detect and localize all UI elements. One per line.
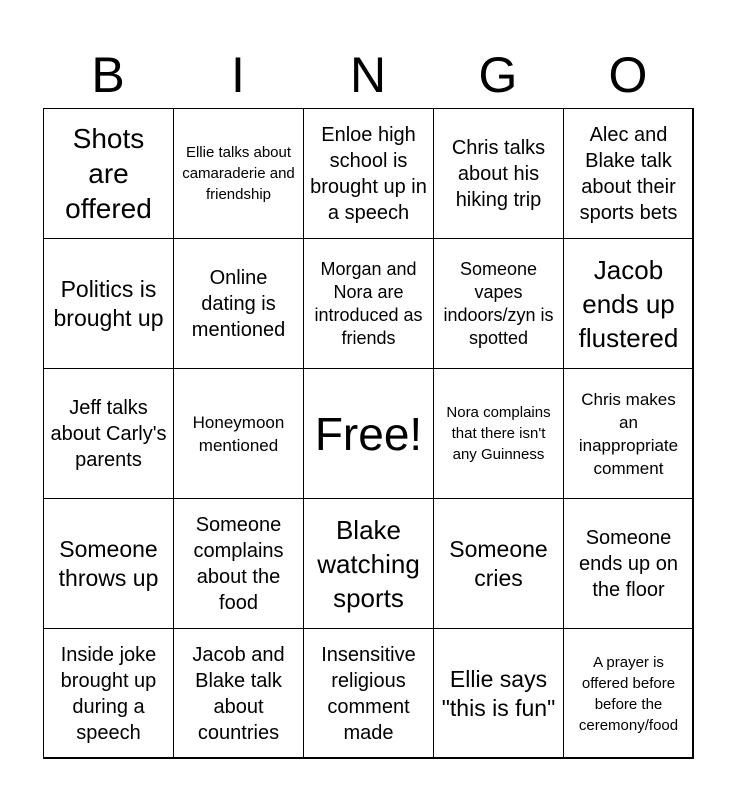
bingo-cell[interactable]	[563, 498, 694, 629]
header-letter-i: I	[231, 47, 245, 103]
bingo-cell[interactable]	[563, 108, 694, 239]
bingo-cell-text: Honeymoon mentioned	[192, 412, 285, 455]
bingo-cell-text: Morgan and Nora are introduced as friends	[314, 258, 423, 348]
bingo-cell-text: Ellie talks about camaraderie and friendship	[182, 144, 295, 203]
bingo-cell[interactable]	[433, 498, 564, 629]
bingo-cell-text: Someone cries	[449, 535, 548, 591]
bingo-cell-text: Free!	[314, 407, 423, 460]
bingo-cell[interactable]	[173, 628, 304, 759]
bingo-cell[interactable]	[563, 628, 694, 759]
bingo-cell-text: Chris talks about his hiking trip	[451, 136, 546, 211]
bingo-cell-text: Jacob ends up flustered	[578, 254, 679, 353]
bingo-cell-text: Politics is brought up	[53, 275, 164, 331]
bingo-cell[interactable]	[43, 108, 174, 239]
bingo-cell[interactable]	[303, 628, 434, 759]
bingo-cell[interactable]	[173, 498, 304, 629]
bingo-cell[interactable]	[173, 108, 304, 239]
bingo-cell[interactable]	[43, 628, 174, 759]
bingo-cell-text: A prayer is offered before before the ceremony/food	[578, 653, 679, 734]
bingo-cell[interactable]	[563, 238, 694, 369]
bingo-cell-text: Alec and Blake talk about their sports bets	[579, 123, 678, 224]
bingo-cell[interactable]	[303, 498, 434, 629]
bingo-cell[interactable]	[173, 368, 304, 499]
header-letter-n: N	[349, 47, 387, 103]
bingo-cell-text: Inside joke brought up during a speech	[60, 643, 157, 744]
bingo-card	[43, 108, 693, 758]
bingo-cell-text: Someone throws up	[58, 535, 159, 591]
bingo-cell[interactable]	[303, 238, 434, 369]
bingo-cell[interactable]	[43, 238, 174, 369]
bingo-cell[interactable]	[43, 498, 174, 629]
bingo-cell[interactable]	[433, 108, 564, 239]
bingo-cell[interactable]	[563, 368, 694, 499]
bingo-cell[interactable]	[43, 368, 174, 499]
bingo-cell-text: Online dating is mentioned	[191, 266, 286, 341]
bingo-cell-text: Ellie says "this is fun"	[441, 665, 556, 721]
header-letter-o: O	[608, 47, 648, 103]
bingo-cell-text: Jeff talks about Carly's parents	[50, 396, 167, 471]
bingo-cell-text: Nora complains that there isn't any Guinness	[446, 404, 551, 463]
bingo-cell-text: Enloe high school is brought up in a speech	[310, 123, 427, 224]
header-letter-g: G	[478, 47, 518, 103]
bingo-cell[interactable]	[173, 238, 304, 369]
bingo-cell-text: Jacob and Blake talk about countries	[192, 643, 285, 744]
free-space-cell[interactable]	[303, 368, 434, 499]
bingo-cell-text: Someone vapes indoors/zyn is spotted	[443, 258, 554, 348]
bingo-cell[interactable]	[303, 108, 434, 239]
bingo-cell[interactable]	[433, 238, 564, 369]
bingo-cell-text: Blake watching sports	[317, 514, 420, 613]
bingo-cell-text: Chris makes an inappropriate comment	[578, 389, 679, 478]
bingo-cell-text: Shots are offered	[65, 123, 152, 224]
bingo-cell[interactable]	[433, 628, 564, 759]
bingo-header	[43, 44, 693, 106]
bingo-cell-text: Insensitive religious comment made	[321, 643, 416, 744]
bingo-cell-text: Someone complains about the food	[193, 513, 284, 614]
header-letter-b: B	[91, 47, 125, 103]
bingo-cell[interactable]	[433, 368, 564, 499]
bingo-cell-text: Someone ends up on the floor	[579, 526, 678, 601]
